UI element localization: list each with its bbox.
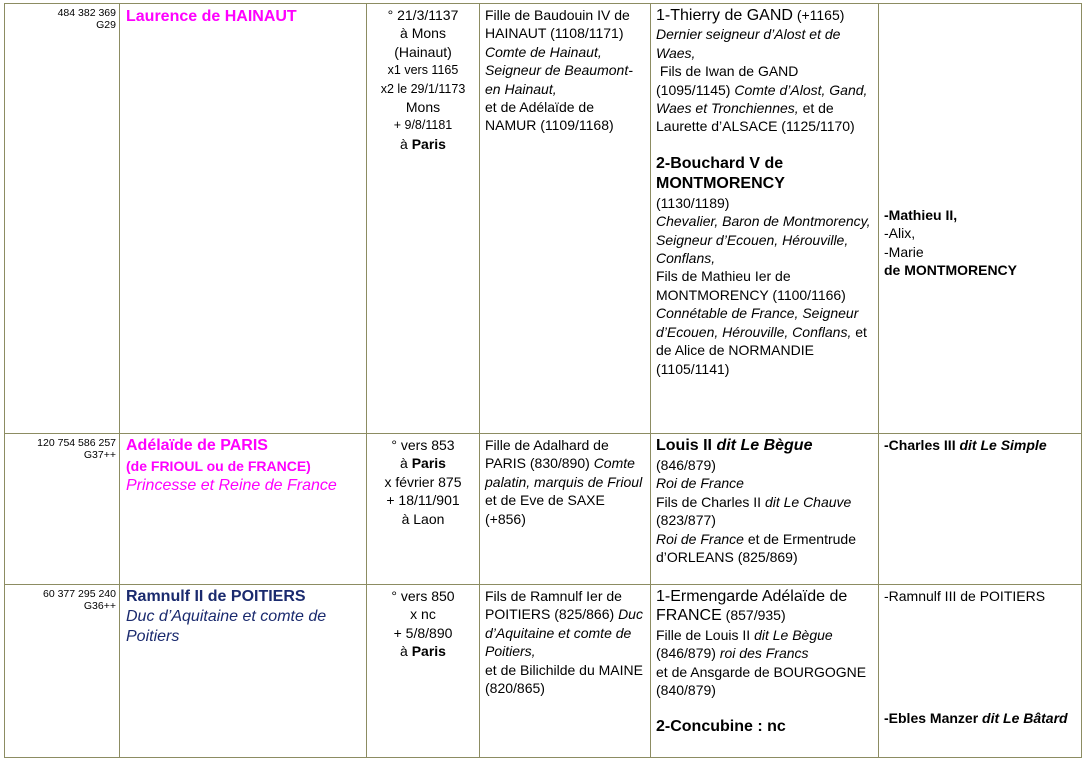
- spouse-1-mother: et de Ansgarde de BOURGOGNE (840/879): [656, 663, 867, 699]
- person-name: Adélaïde de PARIS: [126, 437, 268, 454]
- id-cell: [5, 585, 120, 758]
- spouse-1-name: 1-Ermengarde Adélaïde de FRANCE: [656, 588, 848, 625]
- person-name: Laurence de HAINAUT: [126, 8, 297, 25]
- marriage-1: x1 vers 1165: [387, 63, 459, 78]
- death-date: + 18/11/901: [386, 492, 460, 509]
- marriage: x nc: [410, 606, 436, 623]
- spouse-2-titles: Chevalier, Baron de Montmorency, Seigneur d’Ecouen, Hérouville, Conflans,: [656, 213, 871, 267]
- table-row: [5, 434, 1082, 585]
- father: Fille de Adalhard de PARIS (830/890): [485, 437, 609, 472]
- death-date: + 9/8/1181: [393, 118, 453, 133]
- spouse-2-name: 2-Bouchard V de MONTMORENCY: [656, 154, 785, 192]
- dates-cell: [367, 4, 480, 434]
- spouses-cell: 1-Thierry de GAND (+1165) Dernier seigneur d’Alost et de Waes, Fils de Iwan de GAND (1095/1145) Comte d’Alost, Gand, Waes et Tronchiennes, et de Laurette d’ALSACE (1125/1170) 2-Bouchard V de MONTMORENCY (1130/1189) Chevalier, Baron de Montmorency, Seigneur d’Ecouen, Hérouville, Conflans, Fils de Mathieu Ier de MONTMORENCY (1100/1166) Connétable de France, Seigneur d’Ecouen, Hérouville, Conflans, et de Alice de NORMANDIE (1105/1141): [651, 4, 879, 434]
- death-place: à Paris: [400, 643, 446, 660]
- name-cell: [120, 434, 367, 585]
- person-title: Princesse et Reine de France: [126, 477, 337, 494]
- father: Fille de Baudouin IV de HAINAUT (1108/1171): [485, 7, 630, 42]
- father-titles: Comte palatin, marquis de Frioul: [485, 455, 643, 490]
- id-number: 120 754 586 257: [37, 437, 116, 449]
- mother: et de Eve de SAXE (+856): [485, 492, 605, 527]
- person-alt-name: (de FRIOUL ou de FRANCE): [126, 458, 311, 474]
- children-cell: [879, 4, 1082, 434]
- marriage-2: x2 le 29/1/1173: [380, 81, 466, 96]
- father: Fils de Ramnulf Ier de POITIERS (825/866): [485, 588, 622, 623]
- birth-place-detail: (Hainaut): [394, 43, 452, 60]
- children-cell: -Charles III dit Le Simple: [879, 434, 1082, 585]
- spouse-1-father: Fils de Charles II: [656, 493, 762, 510]
- spouse-2-name: 2-Concubine : nc: [656, 718, 786, 736]
- child-1: -Charles III: [884, 437, 956, 453]
- generation-code: G36++: [83, 600, 116, 612]
- spouses-cell: 1-Ermengarde Adélaïde de FRANCE (857/935) Fille de Louis II dit Le Bègue (846/879) roi des Francs et de Ansgarde de BOURGOGNE (840/879) 2-Concubine : nc: [651, 585, 879, 758]
- marriage: x février 875: [384, 473, 462, 490]
- spouse-2-father: Fils de Mathieu Ier de MONTMORENCY (1100/1166): [656, 268, 846, 303]
- spouse-1-name: Louis II: [656, 437, 712, 454]
- generation-code: G37++: [83, 449, 116, 461]
- generation-code: G29: [96, 19, 116, 31]
- child-3: -Marie: [884, 243, 924, 260]
- death-place: à Paris: [400, 135, 446, 152]
- spouse-1-mother: et de Laurette d’ALSACE (1125/1170): [656, 100, 855, 135]
- child-1: -Mathieu II,: [884, 207, 958, 223]
- marriage-2-place: Mons: [405, 99, 441, 116]
- birth-date: ° vers 853: [391, 437, 455, 453]
- table-row: [5, 585, 1082, 758]
- spouse-1-name: 1-Thierry de GAND: [656, 7, 793, 24]
- spouse-1-titles: Dernier seigneur d’Alost et de Waes,: [656, 26, 841, 61]
- birth-place: à Paris: [400, 455, 446, 472]
- death-place: à Laon: [401, 510, 445, 527]
- child-1: -Ramnulf III de POITIERS: [884, 588, 1046, 604]
- genealogy-table: [4, 3, 1082, 758]
- id-number: 484 382 369: [57, 7, 116, 19]
- person-name: Ramnulf II de POITIERS: [126, 588, 306, 605]
- spouse-1-mother: et de Ermentrude d’ORLEANS (825/869): [656, 530, 856, 566]
- name-cell: [120, 585, 367, 758]
- id-number: 60 377 295 240: [43, 588, 116, 600]
- parents-cell: [480, 434, 651, 585]
- dates-cell: [367, 434, 480, 585]
- table-row: [5, 4, 1082, 434]
- child-2: -Ebles Manzer: [884, 710, 979, 727]
- parents-cell: [480, 4, 651, 434]
- parents-cell: [480, 585, 651, 758]
- name-cell: [120, 4, 367, 434]
- spouse-1-years: (846/879): [656, 457, 716, 473]
- spouse-2-mother: et de Alice de NORMANDIE (1105/1141): [656, 323, 867, 377]
- id-cell: [5, 4, 120, 434]
- children-cell: -Ramnulf III de POITIERS -Ebles Manzer dit Le Bâtard: [879, 585, 1082, 758]
- spouse-1-father: Fils de Iwan de GAND (1095/1145): [656, 63, 799, 98]
- spouse-1-titles: Roi de France: [656, 475, 744, 492]
- dates-cell: [367, 585, 480, 758]
- birth-place: à Mons: [400, 25, 446, 42]
- spouses-cell: Louis II dit Le Bègue (846/879) Roi de France Fils de Charles II dit Le Chauve (823/877) Roi de France et de Ermentrude d’ORLEANS (825/869): [651, 434, 879, 585]
- person-title: Duc d’Aquitaine et comte de Poitiers: [126, 608, 327, 645]
- child-2: -Alix,: [884, 225, 916, 242]
- death-date: + 5/8/890: [393, 624, 453, 641]
- id-cell: [5, 434, 120, 585]
- father-titles: Duc d’Aquitaine et comte de Poitiers,: [485, 606, 643, 660]
- spouse-2-father-titles: Connétable de France, Seigneur d’Ecouen, Hérouville, Conflans,: [656, 305, 859, 340]
- children-family: de MONTMORENCY: [884, 262, 1017, 279]
- spouse-2-years: (1130/1189): [656, 194, 730, 211]
- mother: et de Adélaïde de NAMUR (1109/1168): [485, 99, 614, 134]
- birth-date: ° 21/3/1137: [387, 7, 459, 23]
- spouse-1-dit: dit Le Bègue: [716, 437, 813, 454]
- mother: et de Bilichilde du MAINE (820/865): [485, 661, 643, 697]
- spouse-1-father: Fille de Louis II: [656, 626, 751, 643]
- spouse-1-father-titles: Comte d’Alost, Gand, Waes et Tronchiennes,: [656, 81, 868, 117]
- birth-date: ° vers 850: [391, 588, 455, 604]
- father-titles: Comte de Hainaut, Seigneur de Beaumont-en Hainaut,: [485, 43, 633, 97]
